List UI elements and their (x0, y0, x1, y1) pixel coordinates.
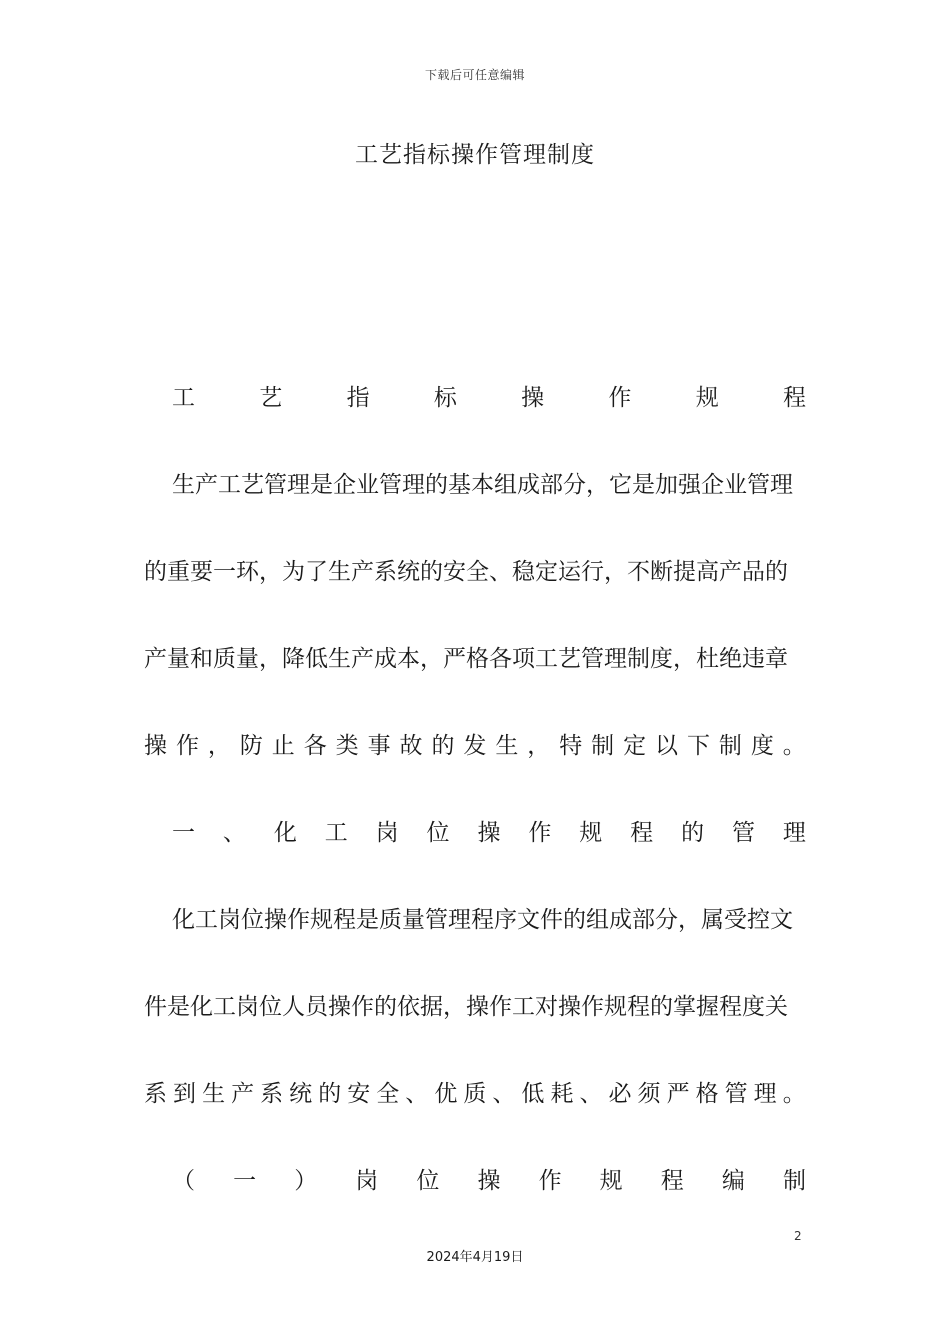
paragraph-line: 化工岗位操作规程是质量管理程序文件的组成部分，属受控文 (172, 907, 793, 933)
paragraph-line: 的重要一环，为了生产系统的安全、稳定运行，不断提高产品的 (144, 559, 788, 585)
paragraph-line: 工 艺 指 标 操 作 规 程 (172, 385, 806, 411)
footer-date: 2024年4月19日 (426, 1250, 524, 1265)
paragraph-line: 操 作 ， 防 止 各 类 事 故 的 发 生 ， 特 制 定 以 下 制 度 。 (144, 733, 806, 759)
paragraph-line: 一 、 化 工 岗 位 操 作 规 程 的 管 理 (172, 820, 806, 846)
paragraph-line: 产量和质量，降低生产成本，严格各项工艺管理制度，杜绝违章 (144, 646, 788, 672)
paragraph-line: 生产工艺管理是企业管理的基本组成部分，它是加强企业管理 (172, 472, 793, 498)
paragraph-line: 系 到 生 产 系 统 的 安 全 、 优 质 、 低 耗 、 必 须 严 格 管 理 。 (144, 1081, 806, 1107)
paragraph-line: 件是化工岗位人员操作的依据，操作工对操作规程的掌握程度关 (144, 994, 788, 1020)
page-number: 2 (794, 1229, 802, 1243)
document-title: 工艺指标操作管理制度 (355, 142, 595, 168)
paragraph-line: （ 一 ） 岗 位 操 作 规 程 编 制 (172, 1168, 806, 1194)
header-note: 下载后可任意编辑 (424, 68, 525, 82)
